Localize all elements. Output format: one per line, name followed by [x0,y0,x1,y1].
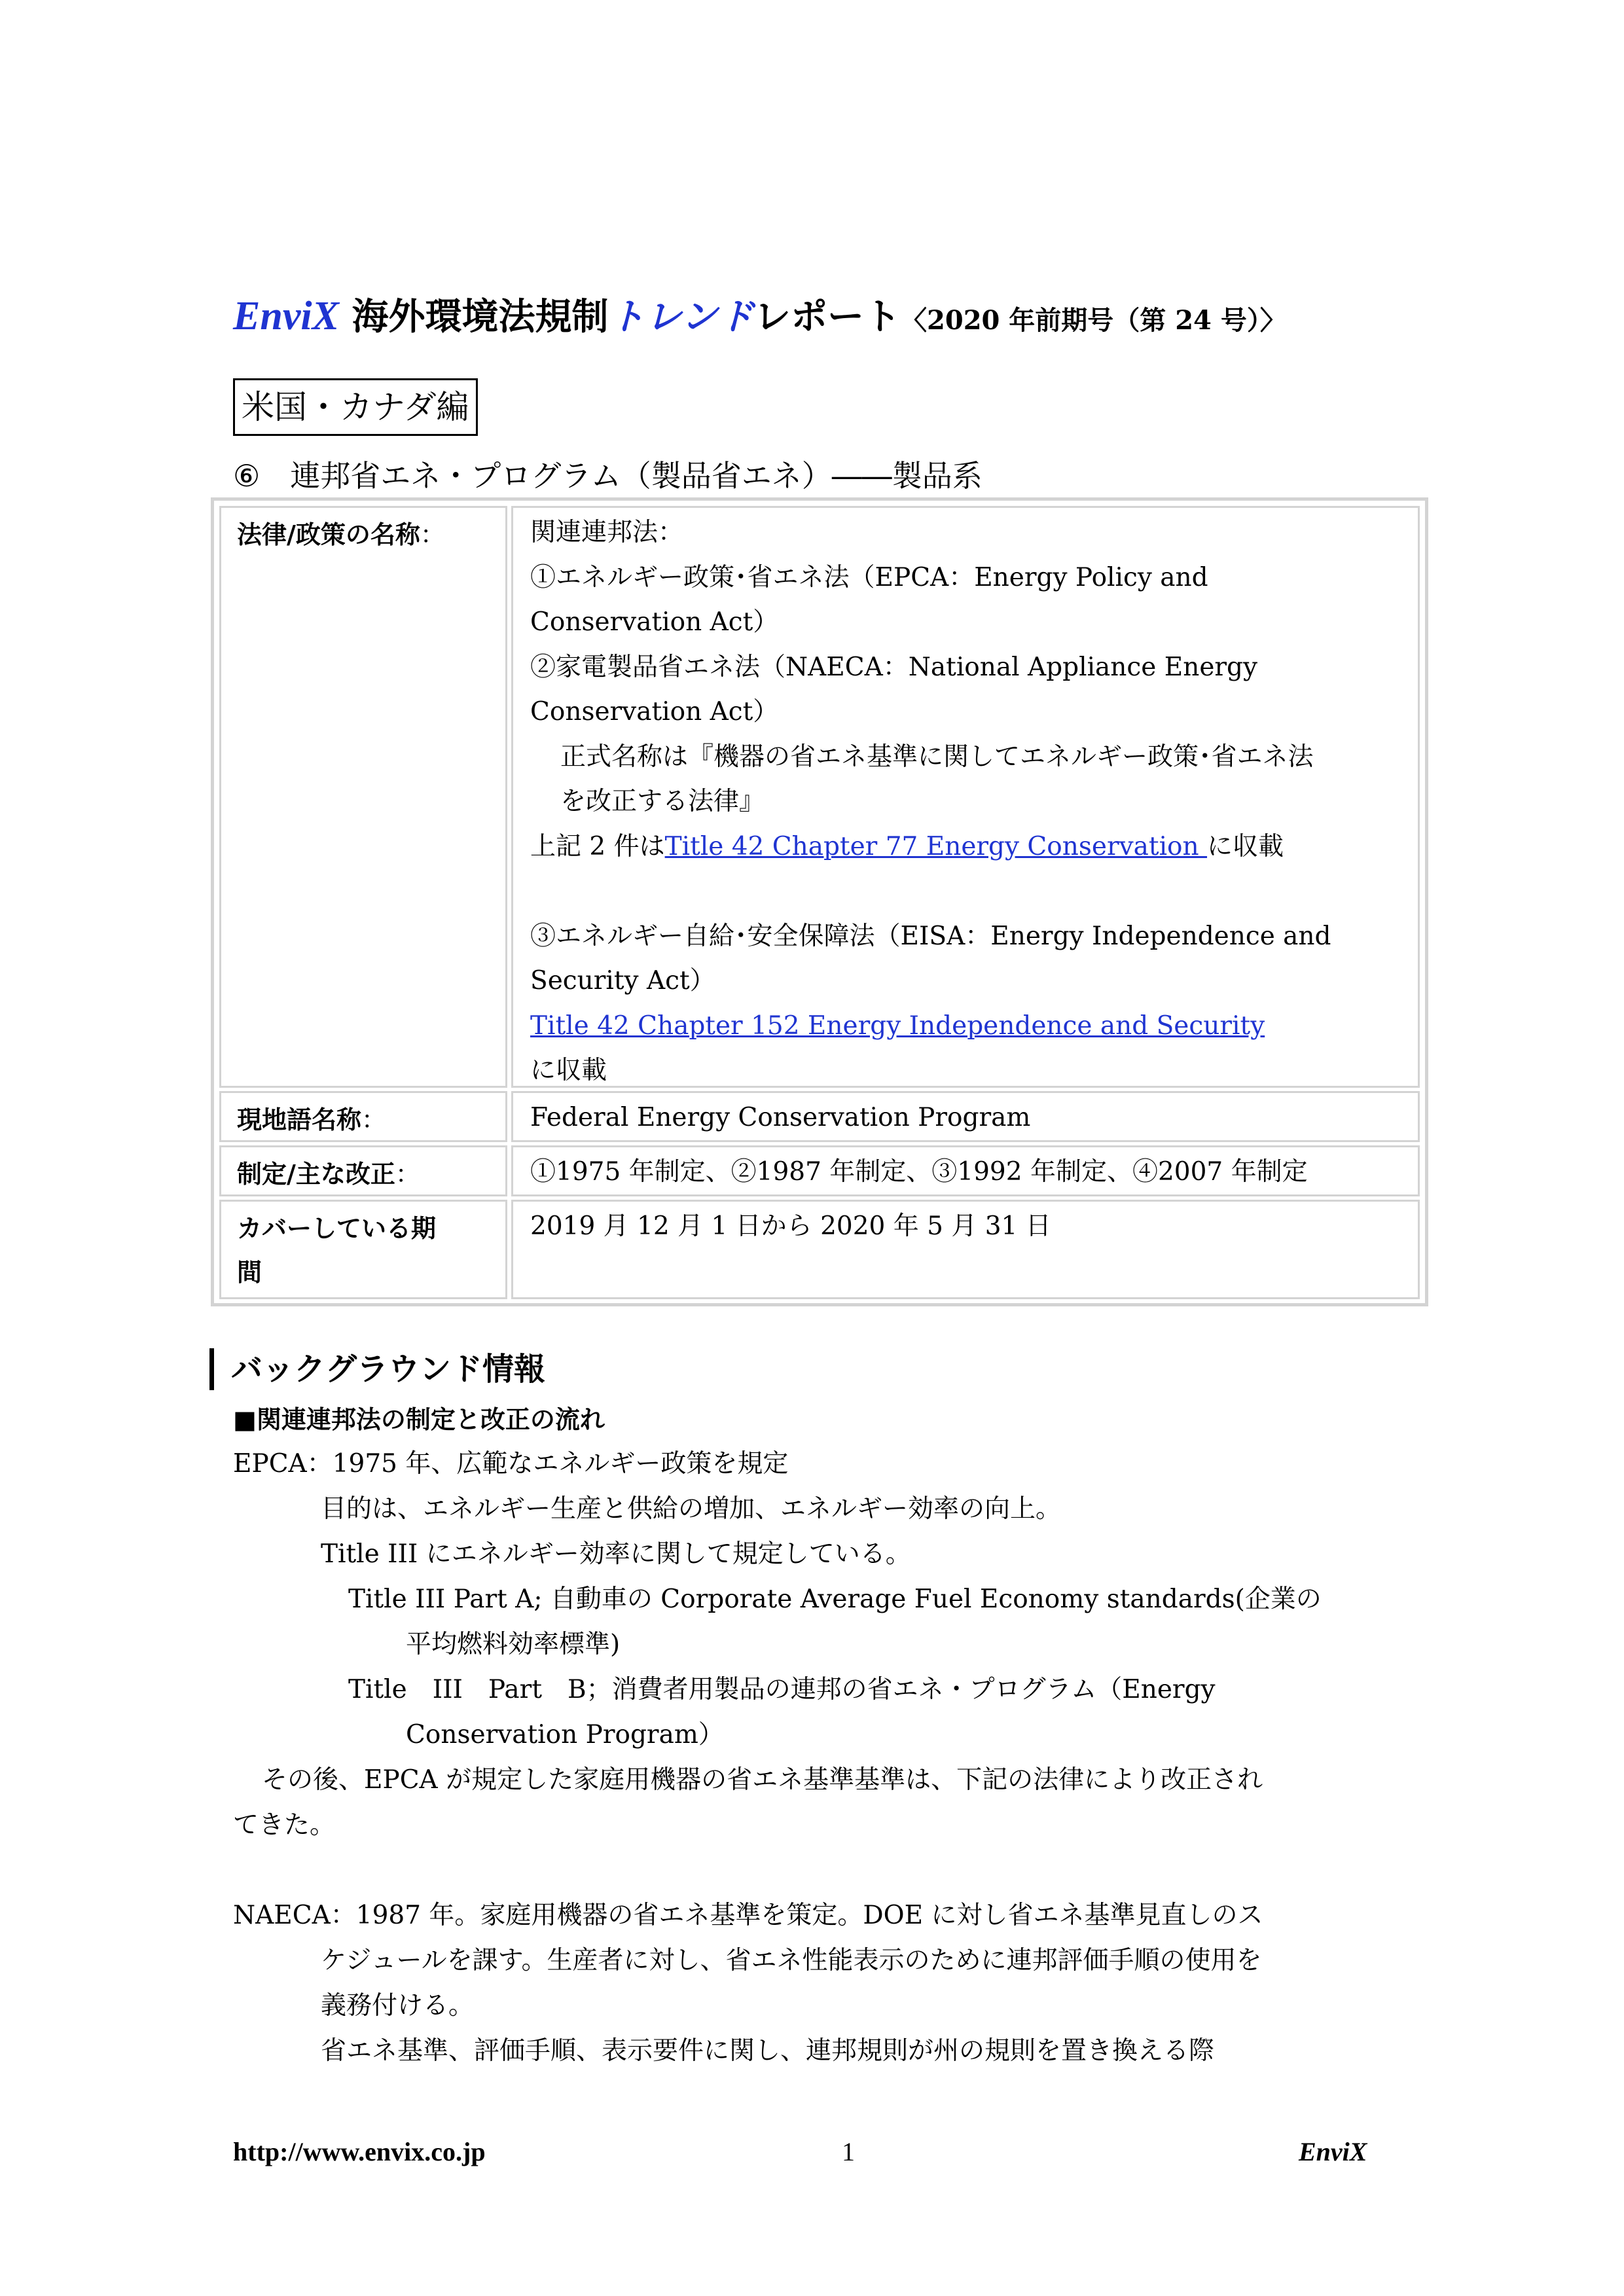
info-table [211,497,1428,1306]
table-row [219,1200,1420,1299]
line: ②家電製品省エネ法（NAECA：National Appliance Energy [530,652,1258,682]
title-trend: トレンド [608,296,755,338]
row-value: Federal Energy Conservation Program [511,1091,1420,1142]
table-row [219,1091,1420,1142]
footer-brand: EnviX [1299,2137,1367,2166]
row-label: 現地語名称： [219,1091,507,1142]
paragraph-line: Title III Part A; 自動車の Corporate Average Fuel Economy standards(企業の [348,1585,1322,1614]
blank-line [530,869,1405,914]
row-value: 2019 月 12 月 1 日から 2020 年 5 月 31 日 [511,1200,1420,1299]
line: Conservation Act） [530,697,779,726]
title42-ch152-link[interactable]: Title 42 Chapter 152 Energy Independence and Security [530,1011,1265,1041]
row-label: 制定/主な改正： [219,1145,507,1196]
line: に収載 [530,1056,607,1085]
background-subheading: ■関連連邦法の制定と改正の流れ [233,1405,605,1434]
paragraph-line: Title III Part B；消費者用製品の連邦の省エネ・プログラム（Energy [348,1675,1216,1704]
paragraph-line: 平均燃料効率標準) [406,1630,621,1659]
row-label: 法律/政策の名称： [219,506,507,1088]
page-title [233,288,1451,340]
paragraph-line: Title III にエネルギー効率に関して規定している。 [321,1539,911,1569]
title42-ch77-link[interactable]: Title 42 Chapter 77 Energy Conservation [664,831,1208,861]
line: Security Act） [530,966,715,996]
footer-url[interactable]: http://www.envix.co.jp [233,2137,486,2166]
paragraph-line: ケジュールを課す。生産者に対し、省エネ性能表示のために連邦評価手順の使用を [321,1946,1262,1975]
title-part1: 海外環境法規制 [352,296,609,338]
paragraph-line: EPCA：1975 年、広範なエネルギー政策を規定 [233,1449,789,1479]
line: 正式名称は『機器の省エネ基準に関してエネルギー政策･省エネ法 [560,742,1314,772]
paragraph-line: 省エネ基準、評価手順、表示要件に関し、連邦規則が州の規則を置き換える際 [321,2036,1215,2066]
line: Conservation Act） [530,607,779,637]
row-value [511,506,1420,1088]
row-value: ①1975 年制定、②1987 年制定、③1992 年制定、④2007 年制定 [511,1145,1420,1196]
table-row [219,506,1420,1088]
brand-name: EnviX [233,294,339,338]
paragraph-line: てきた。 [233,1810,336,1840]
blank-line [233,1848,1385,1893]
link-line-epca: 上記 2 件はTitle 42 Chapter 77 Energy Conservation に収載 [530,831,1284,861]
paragraph-line: 義務付ける。 [321,1991,475,2020]
background-heading: バックグラウンド情報 [209,1348,545,1390]
title-part2: レポート [754,296,901,338]
paragraph-line: NAECA：1987 年。家庭用機器の省エネ基準を策定。DOE に対し省エネ基準見直しのス [233,1901,1263,1930]
link-line-eisa [530,1004,1405,1049]
paragraph-line: 目的は、エネルギー生産と供給の増加、エネルギー効率の向上。 [321,1494,1062,1524]
page-number: 1 [842,2137,855,2166]
region-label: 米国・カナダ編 [233,378,478,436]
issue-label: 〈2020 年前期号（第 24 号）〉 [901,305,1286,336]
line: ③エネルギー自給･安全保障法（EISA：Energy Independence and [530,921,1331,951]
line: を改正する法律』 [560,787,765,816]
paragraph-line: Conservation Program） [406,1720,724,1749]
row-label: カバーしている期 間 [219,1200,507,1299]
section-title: ⑥ 連邦省エネ・プログラム（製品省エネ）――製品系 [233,458,983,493]
paragraph-line: その後、EPCA が規定した家庭用機器の省エネ基準基準は、下記の法律により改正され [262,1765,1263,1795]
line: 関連連邦法： [530,518,684,547]
background-body [233,1441,1385,2073]
line: ①エネルギー政策･省エネ法（EPCA：Energy Policy and [530,562,1208,592]
table-row [219,1145,1420,1196]
